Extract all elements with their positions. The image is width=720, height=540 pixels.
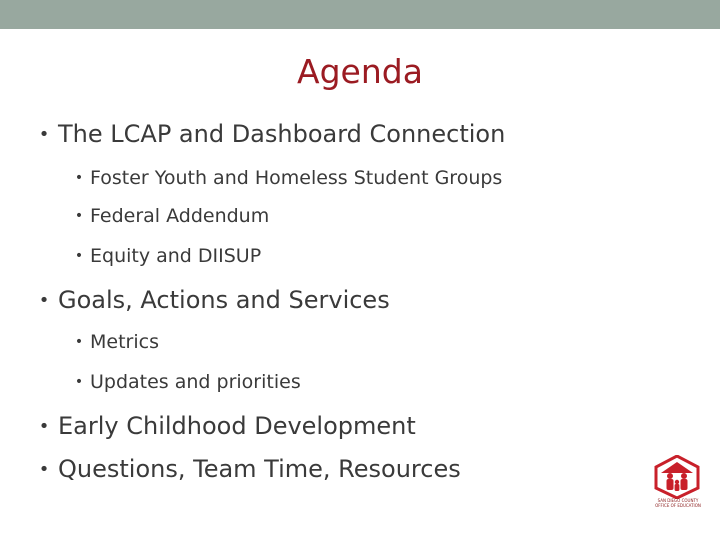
- agenda-subitem-text: Equity and DIISUP: [90, 245, 262, 267]
- agenda-item-text: The LCAP and Dashboard Connection: [58, 120, 506, 148]
- agenda-item-text: Early Childhood Development: [58, 412, 416, 440]
- agenda-subitem-text: Metrics: [90, 331, 159, 353]
- agenda-item: [30, 119, 505, 150]
- agenda-item-text: Goals, Actions and Services: [58, 286, 390, 314]
- bullet-icon: •: [74, 170, 84, 186]
- county-office-family-logo-icon: [654, 455, 700, 499]
- bullet-icon: •: [74, 208, 84, 224]
- bullet-icon: •: [38, 416, 50, 437]
- agenda-subitem-text: Federal Addendum: [90, 205, 270, 227]
- bullet-icon: •: [74, 374, 84, 390]
- bullet-icon: •: [38, 459, 50, 480]
- agenda-subitem: [68, 203, 269, 229]
- bullet-icon: •: [38, 290, 50, 311]
- logo-caption: SAN DIEGO COUNTY OFFICE OF EDUCATION: [655, 498, 701, 508]
- agenda-item-text: Questions, Team Time, Resources: [58, 455, 461, 483]
- agenda-item: [30, 454, 461, 485]
- agenda-subitem-text: Updates and priorities: [90, 371, 301, 393]
- agenda-subitem: [68, 165, 502, 191]
- agenda-subitem: [68, 243, 261, 269]
- slide-title: Agenda: [297, 52, 423, 91]
- bullet-icon: •: [74, 248, 84, 264]
- agenda-subitem-text: Foster Youth and Homeless Student Groups: [90, 167, 503, 189]
- agenda-subitem: [68, 329, 159, 355]
- agenda-subitem: [68, 369, 301, 395]
- agenda-item: [30, 411, 416, 442]
- bullet-icon: •: [74, 334, 84, 350]
- agenda-item: [30, 285, 390, 316]
- bullet-icon: •: [38, 124, 50, 145]
